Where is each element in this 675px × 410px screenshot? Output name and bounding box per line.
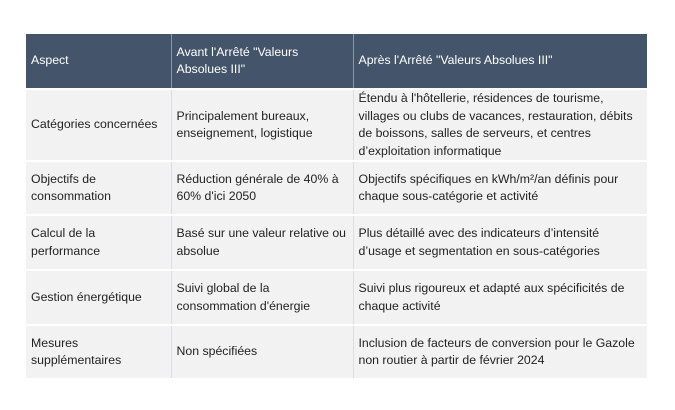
- header-row: [26, 34, 647, 89]
- cell-after: Étendu à l'hôtellerie, résidences de tourisme, villages ou clubs de vacances, restauration, débits de boissons, salles de serveurs, et centres d’exploitation informatique: [353, 89, 647, 161]
- cell-aspect: Objectifs de consommation: [26, 161, 171, 215]
- cell-after: Objectifs spécifiques en kWh/m²/an définis pour chaque sous-catégorie et activité: [353, 161, 647, 215]
- cell-after: Plus détaillé avec des indicateurs d’intensité d’usage et segmentation en sous-catégories: [353, 215, 647, 270]
- cell-after: Inclusion de facteurs de conversion pour le Gazole non routier à partir de février 2024: [353, 325, 647, 378]
- cell-before: Non spécifiées: [171, 325, 353, 378]
- cell-aspect: Catégories concernées: [26, 89, 171, 161]
- table-row: [26, 325, 647, 378]
- cell-after: Suivi plus rigoureux et adapté aux spécificités de chaque activité: [353, 270, 647, 325]
- cell-before: Principalement bureaux, enseignement, logistique: [171, 89, 353, 161]
- cell-before: Réduction générale de 40% à 60% d'ici 2050: [171, 161, 353, 215]
- cell-before: Basé sur une valeur relative ou absolue: [171, 215, 353, 270]
- header-aspect: Aspect: [26, 34, 171, 89]
- table-row: [26, 89, 647, 161]
- cell-before: Suivi global de la consommation d'énergie: [171, 270, 353, 325]
- table-row: [26, 270, 647, 325]
- table-row: [26, 161, 647, 215]
- table-row: [26, 215, 647, 270]
- cell-aspect: Gestion énergétique: [26, 270, 171, 325]
- header-after: Après l'Arrêté "Valeurs Absolues III": [353, 34, 647, 89]
- header-before: Avant l'Arrêté "Valeurs Absolues III": [171, 34, 353, 89]
- comparison-table: [26, 34, 647, 378]
- cell-aspect: Calcul de la performance: [26, 215, 171, 270]
- cell-aspect: Mesures supplémentaires: [26, 325, 171, 378]
